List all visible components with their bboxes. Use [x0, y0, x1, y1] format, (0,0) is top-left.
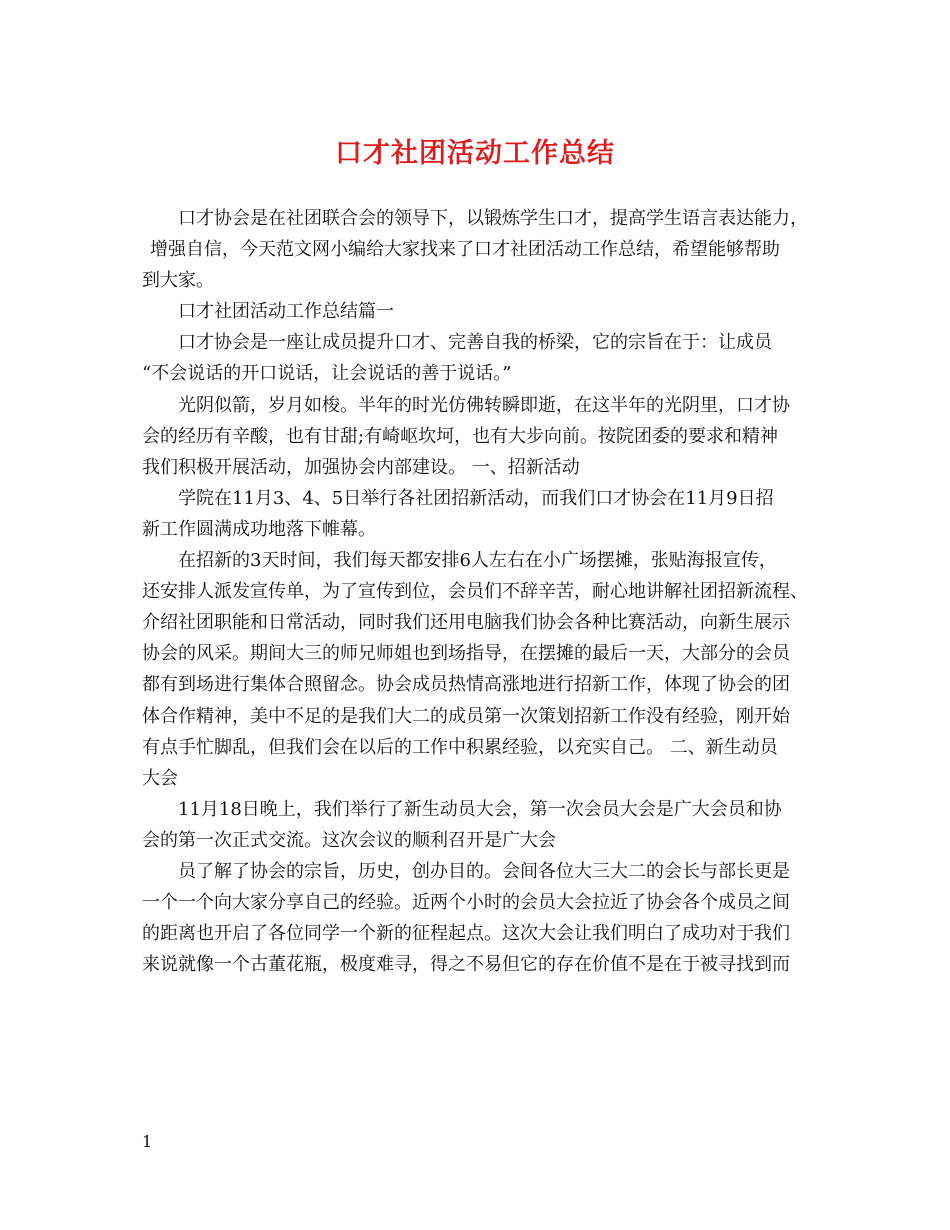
- text-line: 学院在11月3、4、5日举行各社团招新活动，而我们口才协会在11月9日招: [178, 487, 774, 509]
- text-line: 协会的风采。期间大三的师兄师姐也到场指导，在摆摊的最后一天，大部分的会员: [142, 643, 790, 665]
- text-line: 光阴似箭，岁月如梭。半年的时光仿佛转瞬即逝，在这半年的光阴里，口才协: [178, 394, 790, 416]
- text-line: 11月18日晚上，我们举行了新生动员大会，第一次会员大会是广大会员和协: [178, 798, 782, 820]
- text-line: 来说就像一个古董花瓶，极度难寻，得之不易但它的存在价值不是在于被寻找到而: [142, 954, 790, 976]
- text-line: 大会: [142, 767, 178, 789]
- text-line: 到大家。: [142, 270, 214, 292]
- document-body: [142, 203, 842, 980]
- text-line: 口才协会是一座让成员提升口才、完善自我的桥梁，它的宗旨在于：让成员: [178, 332, 772, 354]
- text-line: 还安排人派发宣传单，为了宣传到位，会员们不辞辛苦，耐心地讲解社团招新流程、: [142, 581, 808, 603]
- text-line: 会的第一次正式交流。这次会议的顺利召开是广大会: [142, 829, 556, 851]
- section-heading: 口才社团活动工作总结篇一: [178, 301, 394, 323]
- page-number: 1: [142, 1132, 153, 1151]
- text-line: 体合作精神，美中不足的是我们大二的成员第一次策划招新工作没有经验，刚开始: [142, 705, 790, 727]
- text-line: 介绍社团职能和日常活动，同时我们还用电脑我们协会各种比赛活动，向新生展示: [142, 612, 790, 634]
- text-line: “不会说话的开口说话，让会说话的善于说话。”: [142, 363, 512, 385]
- text-line: 的距离也开启了各位同学一个新的征程起点。这次大会让我们明白了成功对于我们: [142, 923, 790, 945]
- text-line: 会的经历有辛酸，也有甘甜;有崎岖坎坷，也有大步向前。按院团委的要求和精神: [142, 425, 779, 447]
- text-line: 有点手忙脚乱，但我们会在以后的工作中积累经验，以充实自己。 二、新生动员: [142, 736, 778, 758]
- text-line: 一个一个向大家分享自己的经验。近两个小时的会员大会拉近了协会各个成员之间: [142, 892, 790, 914]
- text-line: 在招新的3天时间，我们每天都安排6人左右在小广场摆摊，张贴海报宣传，: [178, 550, 777, 572]
- text-line: 我们积极开展活动，加强协会内部建设。 一、招新活动: [142, 456, 580, 478]
- text-line: 新工作圆满成功地落下帷幕。: [142, 518, 376, 540]
- text-line: 都有到场进行集体合照留念。协会成员热情高涨地进行招新工作，体现了协会的团: [142, 674, 790, 696]
- text-line: 增强自信，今天范文网小编给大家找来了口才社团活动工作总结，希望能够帮助: [150, 239, 780, 261]
- document-title: 口才社团活动工作总结: [335, 138, 615, 169]
- text-line: 员了解了协会的宗旨，历史，创办目的。会间各位大三大二的会长与部长更是: [178, 860, 790, 882]
- text-line: 口才协会是在社团联合会的领导下，以锻炼学生口才，提高学生语言表达能力，: [178, 208, 808, 229]
